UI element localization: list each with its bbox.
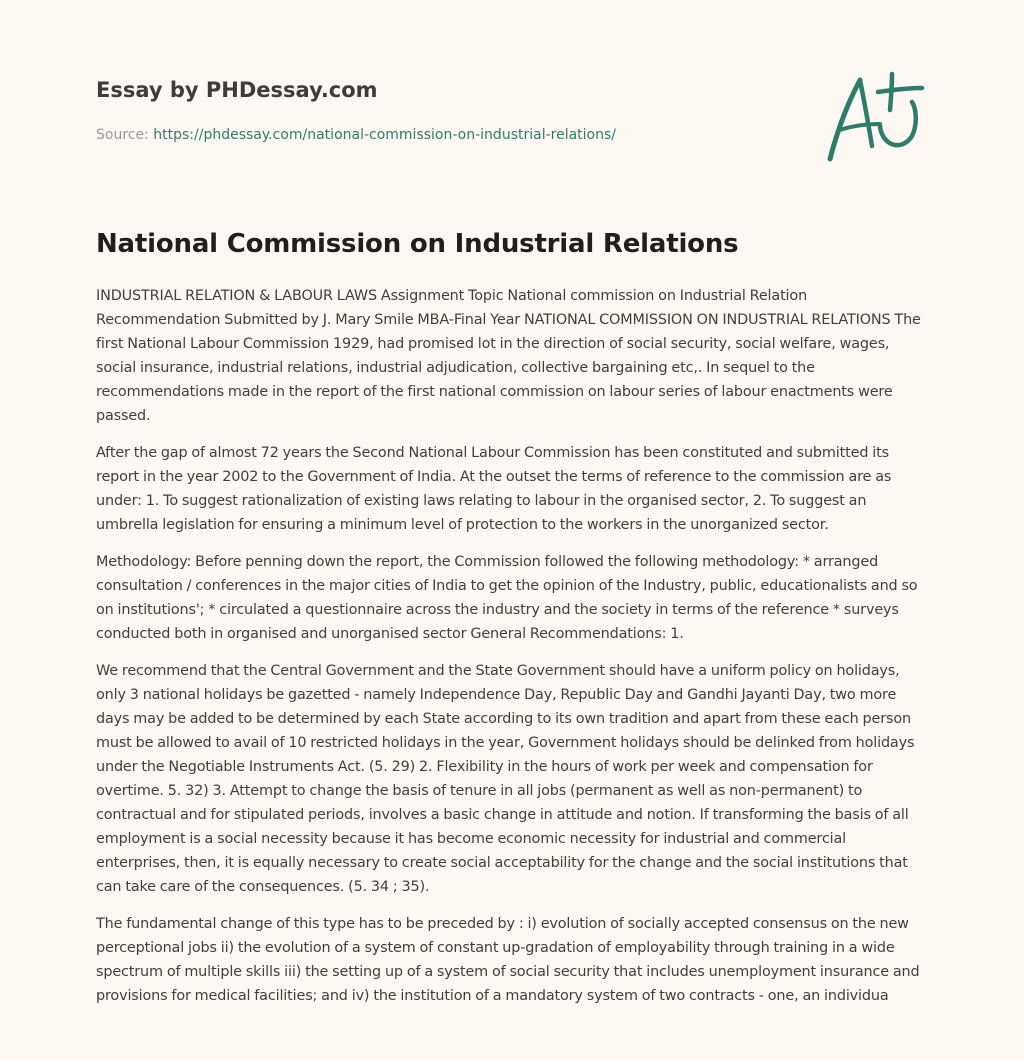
paragraph: INDUSTRIAL RELATION & LABOUR LAWS Assignment Topic National commission on Industrial Relation Recommendation Submitted by J. Mary Smile MBA-Final Year NATIONAL COMMISSION ON INDUSTRIAL RELATIONS The first National Labour Commission 1929, had promised lot in the direction of social security, social welfare, wages, social insurance, industrial relations, industrial adjudication, collective bargaining etc,. In sequel to the recommendations made in the report of the first national commission on labour series of labour enactments were passed. [96, 288, 921, 424]
paragraph: The fundamental change of this type has to be preceded by : i) evolution of socially accepted consensus on the new perceptional jobs ii) the evolution of a system of constant up-gradation of employability through training in a wide spectrum of multiple skills iii) the setting up of a system of social security that includes unemployment insurance and provisions for medical facilities; and iv) the institution of a mandatory system of two contracts - one, an individua [96, 916, 920, 1004]
paragraph: Methodology: Before penning down the report, the Commission followed the following methodology: * arranged consultation / conferences in the major cities of India to get the opinion of the Industry, public, educationalists and so on institutions'; * circulated a questionnaire across the industry and the society in terms of the reference * surveys conducted both in organised and unorganised sector General Recommendations: 1. [96, 554, 918, 642]
article-body [96, 284, 932, 1021]
page-header [96, 76, 796, 145]
a-plus-logo-icon [820, 66, 930, 166]
source-link[interactable]: https://phdessay.com/national-commission-on-industrial-relations/ [153, 127, 616, 143]
site-title: Essay by PHDessay.com [96, 78, 378, 102]
paragraph: After the gap of almost 72 years the Second National Labour Commission has been constituted and submitted its report in the year 2002 to the Government of India. At the outset the terms of reference to the commission are as under: 1. To suggest rationalization of existing laws relating to labour in the organised sector, 2. To suggest an umbrella legislation for ensuring a minimum level of protection to the workers in the unorganized sector. [96, 445, 892, 533]
source-line [96, 125, 796, 145]
paragraph: We recommend that the Central Government and the State Government should have a uniform policy on holidays, only 3 national holidays be gazetted - namely Independence Day, Republic Day and Gandhi Jayanti Day, two more days may be added to be determined by each State according to its own tradition and apart from these each person must be allowed to avail of 10 restricted holidays in the year, Government holidays should be delinked from holidays under the Negotiable Instruments Act. (5. 29) 2. Flexibility in the hours of work per week and compensation for overtime. 5. 32) 3. Attempt to change the basis of tenure in all jobs (permanent as well as non-permanent) to contractual and for stipulated periods, involves a basic change in attitude and notion. If transforming the basis of all employment is a social necessity because it has become economic necessity for industrial and commercial enterprises, then, it is equally necessary to create social acceptability for the change and the social institutions that can take care of the consequences. (5. 34 ; 35). [96, 663, 915, 895]
source-label: Source: [96, 127, 149, 143]
article-title: National Commission on Industrial Relations [96, 229, 739, 259]
